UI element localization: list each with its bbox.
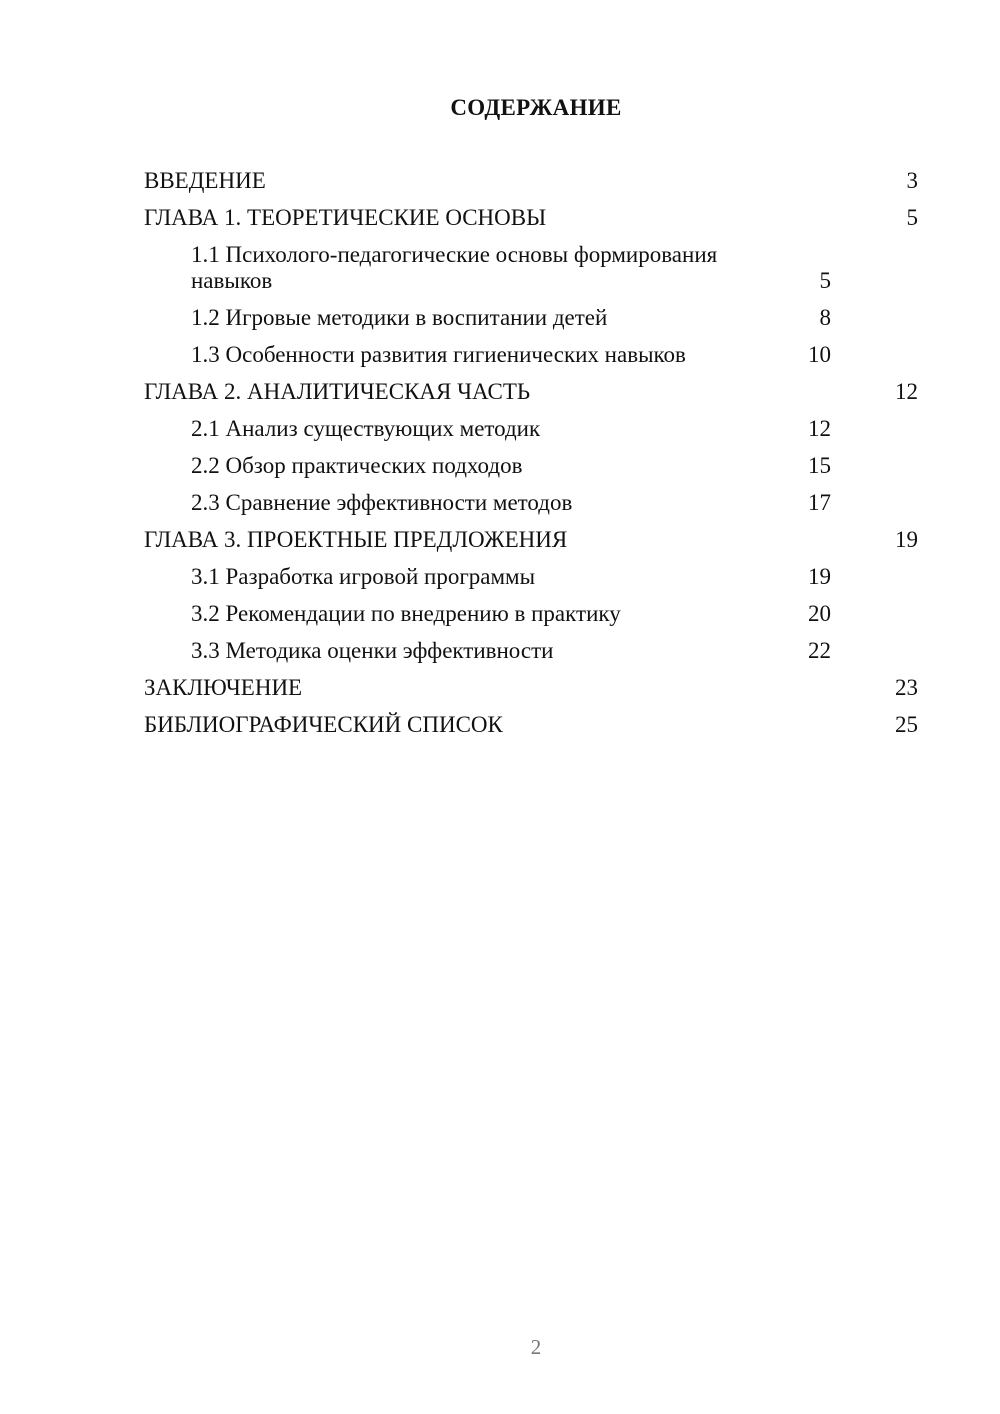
- toc-entry-chapter-3: [144, 527, 918, 553]
- toc-entry-conclusion: [144, 675, 918, 701]
- toc-entry-section-1-2: [144, 305, 918, 331]
- toc-entry-page: 23: [895, 675, 918, 700]
- toc-entry-label: ГЛАВА 1. ТЕОРЕТИЧЕСКИЕ ОСНОВЫ: [144, 205, 547, 230]
- toc-entry-label: 3.3 Методика оценки эффективности: [191, 638, 554, 663]
- toc-entry-page: 17: [808, 490, 831, 515]
- toc-entry-section-2-2: [144, 453, 918, 479]
- table-of-contents: [144, 168, 918, 749]
- toc-entry-page: 3: [906, 168, 918, 193]
- toc-entry-page: 15: [808, 453, 831, 478]
- toc-entry-page: 5: [906, 205, 918, 230]
- toc-entry-label: ВВЕДЕНИЕ: [144, 168, 266, 193]
- toc-entry-page: 19: [808, 564, 831, 589]
- toc-entry-page: 10: [808, 342, 831, 367]
- page-number: 2: [530, 1335, 542, 1359]
- toc-entry-label: 2.2 Обзор практических подходов: [191, 453, 523, 478]
- toc-entry-introduction: [144, 168, 918, 194]
- toc-entry-label: 3.2 Рекомендации по внедрению в практику: [191, 601, 621, 626]
- toc-entry-page: 22: [808, 638, 831, 663]
- toc-entry-section-3-1: [144, 564, 918, 590]
- toc-entry-label: 1.1 Психолого-педагогические основы формирования навыков: [191, 242, 718, 293]
- toc-entry-section-1-3: [144, 342, 918, 368]
- toc-entry-page: 12: [808, 416, 831, 441]
- toc-entry-bibliography: [144, 712, 918, 738]
- toc-entry-page: 5: [819, 268, 831, 293]
- toc-entry-label: ГЛАВА 2. АНАЛИТИЧЕСКАЯ ЧАСТЬ: [144, 379, 531, 404]
- toc-entry-page: 25: [895, 712, 918, 737]
- toc-entry-label: ГЛАВА 3. ПРОЕКТНЫЕ ПРЕДЛОЖЕНИЯ: [144, 527, 568, 552]
- toc-entry-section-3-3: [144, 638, 918, 664]
- toc-entry-label: 2.3 Сравнение эффективности методов: [191, 490, 573, 515]
- toc-entry-label: 2.1 Анализ существующих методик: [191, 416, 541, 441]
- toc-entry-label: БИБЛИОГРАФИЧЕСКИЙ СПИСОК: [144, 712, 503, 737]
- toc-entry-section-2-3: [144, 490, 918, 516]
- toc-entry-page: 12: [895, 379, 918, 404]
- toc-entry-section-3-2: [144, 601, 918, 627]
- toc-entry-label: 1.3 Особенности развития гигиенических навыков: [191, 342, 686, 367]
- toc-entry-label: ЗАКЛЮЧЕНИЕ: [144, 675, 303, 700]
- toc-entry-label: 3.1 Разработка игровой программы: [191, 564, 536, 589]
- toc-entry-page: 19: [895, 527, 918, 552]
- toc-entry-page: 8: [819, 305, 831, 330]
- toc-entry-label: 1.2 Игровые методики в воспитании детей: [191, 305, 608, 330]
- toc-entry-page: 20: [808, 601, 831, 626]
- toc-entry-chapter-1: [144, 205, 918, 231]
- toc-entry-chapter-2: [144, 379, 918, 405]
- page-title: СОДЕРЖАНИЕ: [450, 95, 622, 120]
- toc-entry-section-1-1: [144, 242, 918, 294]
- toc-entry-section-2-1: [144, 416, 918, 442]
